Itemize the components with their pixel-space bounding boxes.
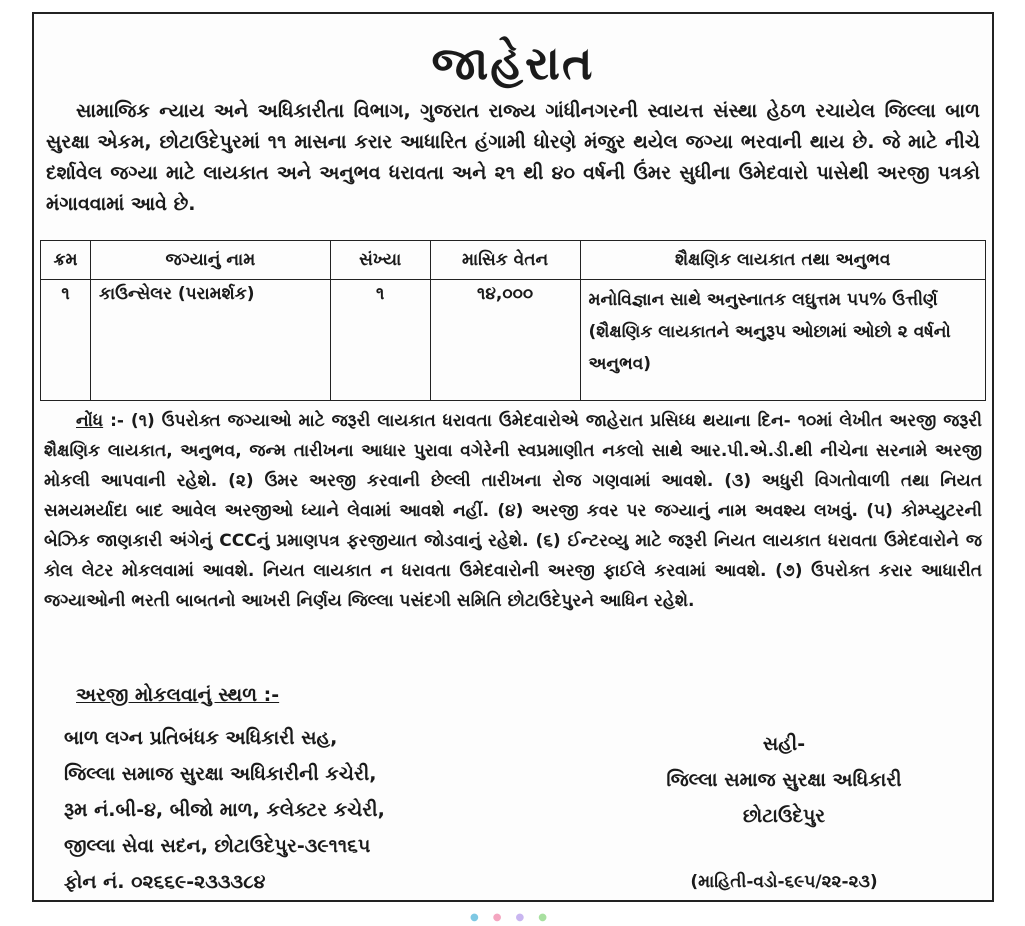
address-line: જીલ્લા સેવા સદન, છોટાઉદેપુર-૩૯૧૧૬૫ [64,835,371,857]
address-heading: અરજી મોકલવાનું સ્થળ :- [76,684,280,706]
signature-label: સહી- [762,733,806,755]
cell-count: ૧ [330,280,430,401]
notes-section [44,406,982,616]
notes-text: :- (૧) ઉપરોક્ત જગ્યાઓ માટે જરૂરી લાયકાત ધરાવતા ઉમેદવારોએ જાહેરાત પ્રસિધ્ધ થયાના દિન- ૧૦માં લેખીત અરજી જરૂરી શૈક્ષણિક લાયકાત, અનુભવ, જન્મ તારીખના આધાર પુરાવા વગેરેની સ્વપ્રમાણીત નકલો સાથે આર.પી.એ.ડી.થી નીચેના સરનામે અરજી મોકલી આપવાની રહેશે. (૨) ઉમર અરજી કરવાની છેલ્લી તારીખના રોજ ગણવામાં આવશે. (૩) અધુરી વિગતોવાળી તથા નિયત સમયમર્યાદા બાદ આવેલ અરજીઓ ધ્યાને લેવામાં આવશે નહીં. (૪) અરજી કવર પર જગ્યાનું નામ અવશ્ય લખવું. (૫) કોમ્પ્યુટરની બેઝિક જાણકારી અંગેનું CCCનું પ્રમાણપત્ર ફરજીયાત જોડવાનું રહેશે. (૬) ઈન્ટરવ્યુ માટે જરૂરી નિયત લાયકાત ધરાવતા ઉમેદવારોને જ કોલ લેટર મોકલવામાં આવશે. નિયત લાયકાત ન ધરાવતા ઉમેદવારોની અરજી ફાઈલે કરવામાં આવશે. (૭) ઉપરોક્ત કરાર આધારીત જગ્યાઓની ભરતી બાબતનો આખરી નિર્ણય જિલ્લા પસંદગી સમિતિ છોટાઉદેપુરને આધિન રહેશે. [44,411,982,611]
signature-place: છોટાઉદેપુર [742,805,826,827]
intro-paragraph: સામાજિક ન્યાય અને અધિકારીતા વિભાગ, ગુજરાત રાજ્ય ગાંધીનગરની સ્વાયત્ત સંસ્થા હેઠળ રચાયેલ જિલ્લા બાળ સુરક્ષા એકમ, છોટાઉદેપુરમાં ૧૧ માસના કરાર આધારિત હંગામી ધોરણે મંજુર થયેલ જગ્યા ભરવાની થાય છે. જે માટે નીચે દર્શાવેલ જગ્યા માટે લાયકાત અને અનુભવ ધરાવતા અને ૨૧ થી ૪૦ વર્ષની ઉંમર સુધીના ઉમેદવારો પાસેથી અરજી પત્રકો મંગાવવામાં આવે છે. [46,100,980,215]
address-line: રૂમ નં.બી-૪, બીજો માળ, કલેક્ટર કચેરી, [64,799,385,821]
cell-qualification: મનોવિજ્ઞાન સાથે અનુસ્નાતક લઘુત્તમ ૫૫% ઉત્તીર્ણ (શૈક્ષણિક લાયકાતને અનુરૂપ ઓછામાં ઓછો ૨ વર્ષનો અનુભવ) [580,280,986,401]
advertisement-frame [32,12,994,902]
phone-line: ફોન નં. ૦૨૬૬૯-૨૩૩૩૮૪ [64,871,266,893]
header-serial: ક્રમ [41,241,91,280]
cell-salary: ૧૪,૦૦૦ [430,280,580,401]
header-post-name: જગ્યાનું નામ [90,241,330,280]
table-row [41,280,986,401]
posts-table [40,240,986,401]
notes-label: નોંધ [76,411,104,431]
cell-serial: ૧ [41,280,91,401]
address-line: જિલ્લા સમાજ સુરક્ષા અધિકારીની કચેરી, [64,763,377,785]
reference-number: (માહિતી-વડો-૬૯૫/૨૨-૨૩) [690,872,878,892]
address-line: બાળ લગ્ન પ્રતિબંધક અધિકારી સહ, [64,727,338,749]
header-count: સંખ્યા [330,241,430,280]
address-block [64,720,385,900]
cell-post-name: કાઉન્સેલર (પરામર્શક) [90,280,330,401]
header-qualification: શૈક્ષણિક લાયકાત તથા અનુભવ [580,241,986,280]
table-header-row [41,241,986,280]
header-salary: માસિક વેતન [430,241,580,280]
decorative-dots: ●●●● [470,912,561,923]
signature-block [594,726,974,834]
advertisement-title: જાહેરાત [431,36,595,90]
signature-designation: જિલ્લા સમાજ સુરક્ષા અધિકારી [666,769,902,791]
